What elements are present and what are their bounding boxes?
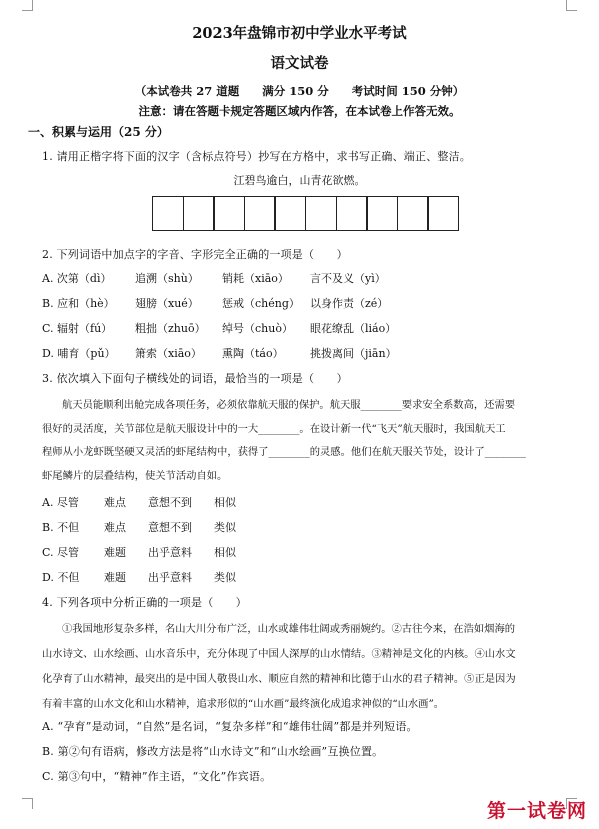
option-cell: 追溯（shù）: [135, 272, 199, 285]
option-cell: 惩戒（chéng）: [222, 297, 300, 310]
option-cell: D. 不但: [42, 571, 80, 584]
option-cell: A. 次第（dì）: [42, 272, 112, 285]
writing-box: [305, 196, 337, 231]
option-cell: 难题: [104, 546, 126, 559]
writing-box: [183, 196, 215, 231]
passage-line: 很好的灵活度，关节部位是航天服设计中的一大________。在设计新一代“飞天”航天服时，我国航天工: [42, 422, 506, 435]
section-heading: 一、积累与运用（25 分）: [28, 125, 169, 139]
option-cell: 熏陶（táo）: [222, 347, 284, 360]
option-cell: 相似: [214, 546, 236, 559]
option-cell: 箫索（xiāo）: [135, 347, 202, 360]
writing-box: [366, 196, 398, 231]
writing-box: [244, 196, 276, 231]
passage-line: 山水诗文、山水绘画、山水音乐中，充分体现了中国人深厚的山水情结。③精神是文化的内核。④山水文: [42, 648, 516, 660]
option-cell: C. 尽管: [42, 546, 80, 559]
option-line: B. 第②句有语病，修改方法是将“山水诗文”和“山水绘画”互换位置。: [42, 745, 384, 758]
option-line: A. “孕育”是动词，“自然”是名词，“复杂多样”和“雄伟壮阔”都是并列短语。: [42, 720, 418, 733]
option-line: C. 第③句中，“精神”作主语，“文化”作宾语。: [42, 770, 272, 783]
passage-line: 虾尾鳞片的层叠结构，使关节活动自如。: [42, 469, 228, 482]
exam-notice: 注意：请在答题卡规定答题区域内作答，在本试卷上作答无效。: [138, 104, 461, 118]
question-2-prompt: 2. 下列词语中加点字的字音、字形完全正确的一项是（ ）: [42, 248, 348, 261]
question-3-prompt: 3. 依次填入下面句子横线处的词语，最恰当的一项是（ ）: [42, 372, 348, 385]
question-1-prompt: 1. 请用正楷字将下面的汉字（含标点符号）抄写在方格中，求书写正确、端正、整洁。: [42, 150, 471, 163]
exam-info: （本试卷共 27 道题 满分 150 分 考试时间 150 分钟）: [134, 84, 465, 98]
writing-box: [336, 196, 368, 231]
option-cell: 相似: [214, 496, 236, 509]
option-cell: 出乎意料: [148, 571, 192, 584]
exam-subtitle: 语文试卷: [270, 55, 329, 72]
option-cell: D. 哺育（pǔ）: [42, 347, 116, 360]
crop-mark-bottom-left: [22, 798, 33, 809]
option-cell: 言不及义（yì）: [310, 272, 386, 285]
option-cell: 难点: [104, 521, 126, 534]
option-cell: 难点: [104, 496, 126, 509]
option-cell: 翅膀（xué）: [135, 297, 199, 310]
passage-line: 程师从小龙虾既坚硬又灵活的虾尾结构中，获得了________的灵感。他们在航天服关节处，设计了________: [42, 446, 526, 458]
option-cell: B. 不但: [42, 521, 80, 534]
option-cell: 粗拙（zhuō）: [135, 322, 206, 335]
passage-line: 航天员能顺利出舱完成各项任务，必须依靠航天服的保护。航天服________要求安全系数高，还需要: [62, 399, 516, 411]
crop-mark-top-right: [566, 0, 577, 11]
exam-title: 2023年盘锦市初中学业水平考试: [192, 25, 407, 42]
passage-line: 化孕育了山水精神，最突出的是中国人敬畏山水、顺应自然的精神和比德于山水的君子精神。⑤正是因为: [42, 673, 516, 685]
option-cell: 意想不到: [148, 521, 192, 534]
option-cell: 以身作责（zé）: [310, 297, 389, 310]
crop-mark-top-left: [22, 0, 33, 11]
option-cell: B. 应和（hè）: [42, 297, 115, 310]
option-cell: 绰号（chuò）: [222, 322, 293, 335]
option-cell: 意想不到: [148, 496, 192, 509]
option-cell: 眼花缭乱（liáo）: [310, 322, 397, 335]
option-cell: C. 辐射（fú）: [42, 322, 113, 335]
writing-box: [427, 196, 459, 231]
writing-grid: [152, 196, 458, 231]
option-cell: 出乎意料: [148, 546, 192, 559]
writing-box: [274, 196, 306, 231]
site-watermark: 第一试卷网: [486, 800, 587, 822]
option-cell: 难题: [104, 571, 126, 584]
passage-line: 有着丰富的山水文化和山水精神，追求形似的“山水画”最终演化成追求神似的“山水画”。: [42, 698, 445, 710]
option-cell: 挑拨离间（jiān）: [310, 347, 397, 360]
passage-line: ①我国地形复杂多样，名山大川分布广泛，山水或雄伟壮阔或秀丽婉约。②古往今来，在浩如烟海的: [62, 623, 516, 635]
option-cell: A. 尽管: [42, 496, 79, 509]
writing-box: [213, 196, 245, 231]
option-cell: 销耗（xiāo）: [222, 272, 289, 285]
option-cell: 类似: [214, 521, 236, 534]
option-cell: 类似: [214, 571, 236, 584]
writing-box: [152, 196, 184, 231]
writing-box: [397, 196, 429, 231]
question-1-text: 江碧鸟逾白，山青花欲燃。: [233, 174, 366, 187]
question-4-prompt: 4. 下列各项中分析正确的一项是（ ）: [42, 596, 247, 609]
